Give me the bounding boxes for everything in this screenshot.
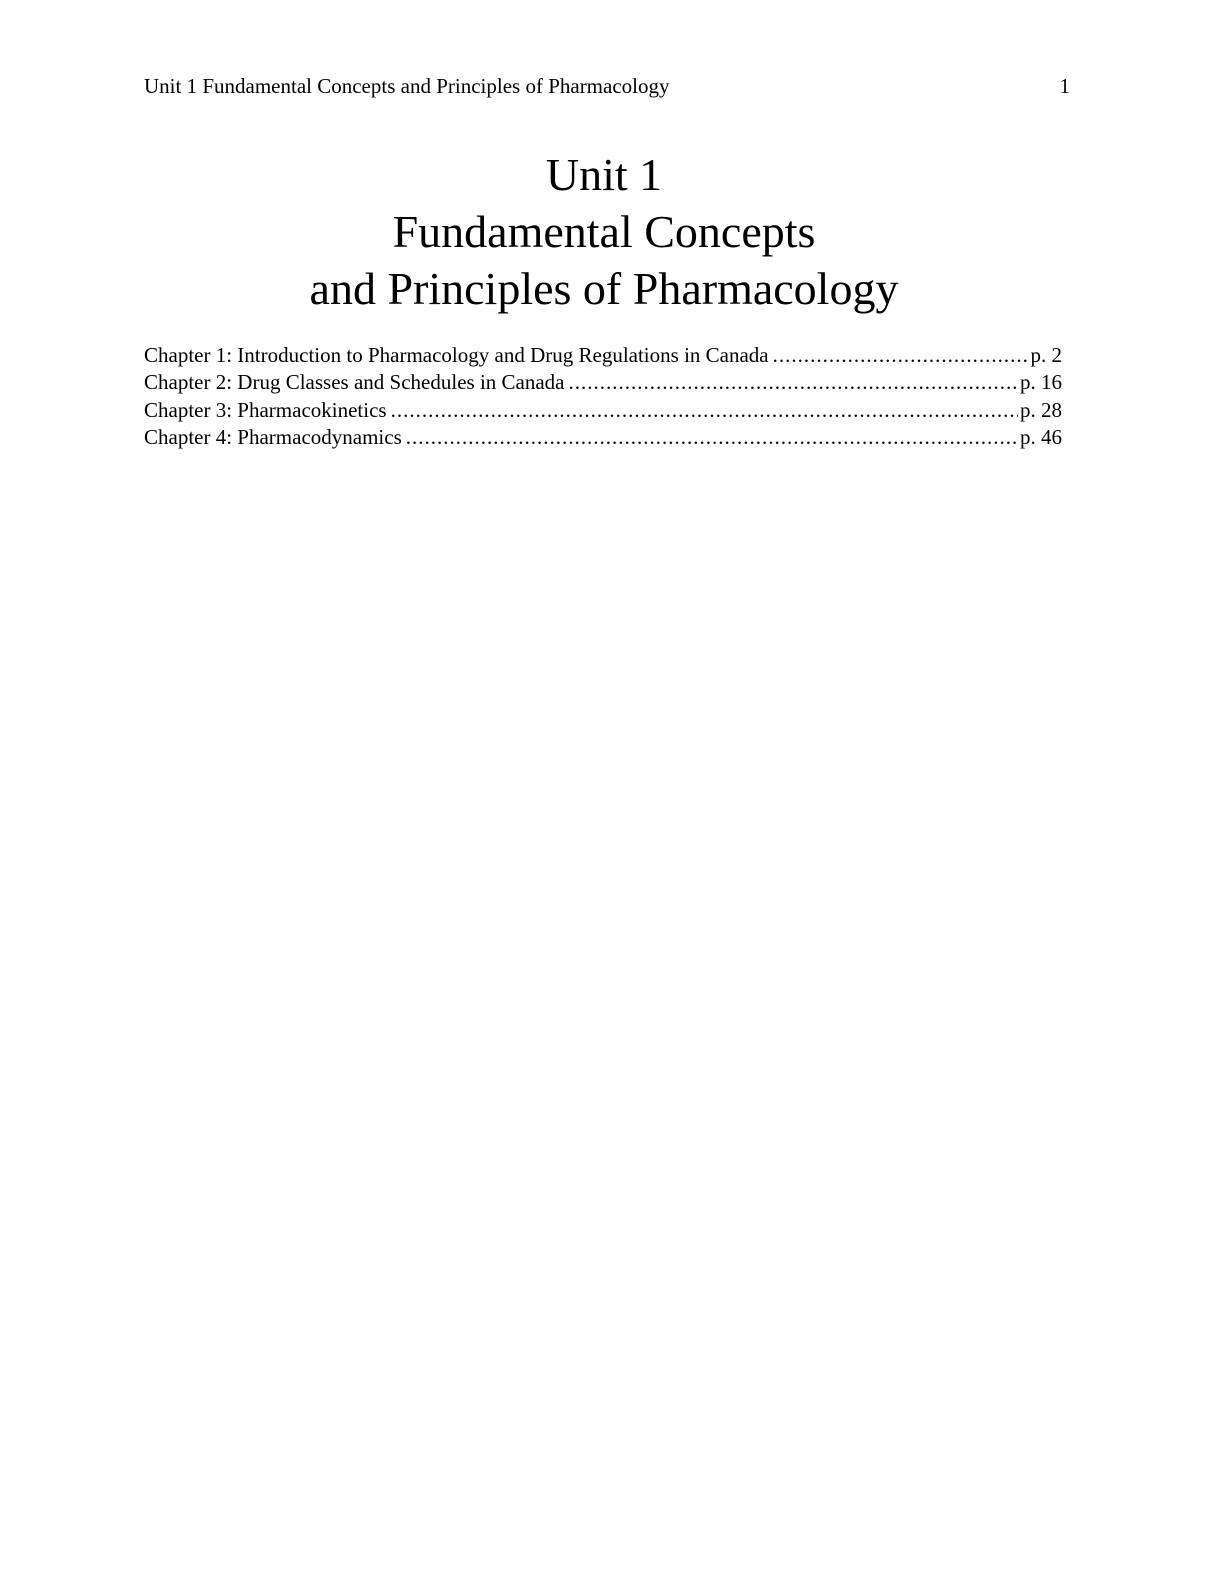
toc-dot-leader — [391, 397, 1018, 424]
unit-title-line-3: and Principles of Pharmacology — [309, 263, 899, 314]
unit-title-line-2: Fundamental Concepts — [392, 206, 816, 257]
toc-entry-page: p. 2 — [1030, 343, 1062, 367]
toc-dot-leader — [773, 342, 1029, 369]
toc-entry-page: p. 46 — [1020, 424, 1062, 449]
page-number: 1 — [1059, 74, 1070, 98]
toc-entry-chapter-1[interactable] — [144, 342, 1062, 369]
toc-entry-chapter-4[interactable] — [144, 424, 1062, 451]
toc-dot-leader — [406, 424, 1018, 451]
toc-entry-title: Chapter 2: Drug Classes and Schedules in Canada — [144, 370, 565, 395]
toc-entry-title: Chapter 1: Introduction to Pharmacology and Drug Regulations in Canada — [144, 343, 769, 367]
toc-entry-title: Chapter 4: Pharmacodynamics — [144, 424, 402, 449]
toc-dot-leader — [569, 369, 1019, 396]
unit-title — [144, 146, 1064, 317]
unit-title-line-1: Unit 1 — [545, 149, 663, 200]
table-of-contents — [144, 342, 1062, 451]
toc-entry-title: Chapter 3: Pharmacokinetics — [144, 397, 387, 422]
toc-entry-chapter-3[interactable] — [144, 397, 1062, 424]
toc-entry-page: p. 28 — [1020, 397, 1062, 422]
running-header — [144, 72, 1070, 100]
toc-entry-page: p. 16 — [1020, 370, 1062, 395]
toc-entry-chapter-2[interactable] — [144, 369, 1062, 396]
header-title: Unit 1 Fundamental Concepts and Principles of Pharmacology — [144, 74, 670, 98]
